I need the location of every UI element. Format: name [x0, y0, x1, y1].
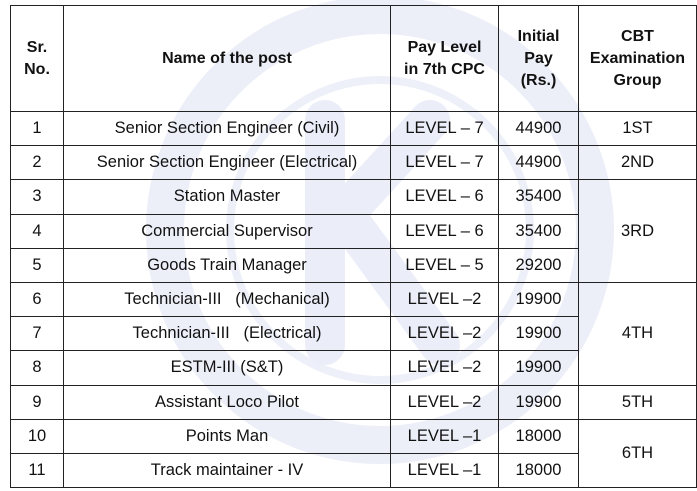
cell-pay-level: LEVEL – 6 [391, 180, 499, 214]
header-sr-no: Sr. No. [11, 6, 64, 112]
cell-post-name: Technician-III (Mechanical) [64, 282, 391, 316]
cell-cbt-group: 3RD [579, 180, 697, 283]
cell-initial-pay: 19900 [499, 317, 579, 351]
cell-post-name: Senior Section Engineer (Civil) [64, 112, 391, 146]
table-row [11, 282, 697, 316]
cell-post-name: Station Master [64, 180, 391, 214]
cell-pay-level: LEVEL –1 [391, 419, 499, 453]
cell-pay-level: LEVEL – 7 [391, 146, 499, 180]
cell-pay-level: LEVEL –2 [391, 317, 499, 351]
table-header-row [11, 6, 697, 112]
cell-initial-pay: 44900 [499, 112, 579, 146]
header-post-name: Name of the post [64, 6, 391, 112]
cell-sr: 3 [11, 180, 64, 214]
cell-initial-pay: 18000 [499, 453, 579, 487]
cell-sr: 4 [11, 214, 64, 248]
cell-initial-pay: 19900 [499, 282, 579, 316]
cell-pay-level: LEVEL –2 [391, 282, 499, 316]
cell-pay-level: LEVEL –2 [391, 385, 499, 419]
cell-pay-level: LEVEL –2 [391, 351, 499, 385]
cell-initial-pay: 29200 [499, 248, 579, 282]
posts-table [10, 5, 697, 488]
cell-initial-pay: 19900 [499, 385, 579, 419]
cell-post-name: Commercial Supervisor [64, 214, 391, 248]
cell-initial-pay: 35400 [499, 214, 579, 248]
cell-pay-level: LEVEL – 7 [391, 112, 499, 146]
cell-cbt-group: 6TH [579, 419, 697, 487]
cell-sr: 5 [11, 248, 64, 282]
cell-post-name: ESTM-III (S&T) [64, 351, 391, 385]
header-cbt-group: CBT Examination Group [579, 6, 697, 112]
cell-pay-level: LEVEL –1 [391, 453, 499, 487]
cell-sr: 9 [11, 385, 64, 419]
cell-post-name: Assistant Loco Pilot [64, 385, 391, 419]
cell-sr: 6 [11, 282, 64, 316]
cell-pay-level: LEVEL – 5 [391, 248, 499, 282]
table-row [11, 112, 697, 146]
cell-cbt-group: 5TH [579, 385, 697, 419]
cell-sr: 1 [11, 112, 64, 146]
cell-pay-level: LEVEL – 6 [391, 214, 499, 248]
cell-initial-pay: 18000 [499, 419, 579, 453]
cell-sr: 8 [11, 351, 64, 385]
table-row [11, 385, 697, 419]
cell-initial-pay: 19900 [499, 351, 579, 385]
table-row [11, 146, 697, 180]
cell-cbt-group: 4TH [579, 282, 697, 385]
cell-initial-pay: 35400 [499, 180, 579, 214]
cell-post-name: Goods Train Manager [64, 248, 391, 282]
cell-post-name: Technician-III (Electrical) [64, 317, 391, 351]
cell-cbt-group: 2ND [579, 146, 697, 180]
cell-sr: 2 [11, 146, 64, 180]
cell-cbt-group: 1ST [579, 112, 697, 146]
header-initial-pay: Initial Pay (Rs.) [499, 6, 579, 112]
table-row [11, 180, 697, 214]
cell-sr: 10 [11, 419, 64, 453]
cell-post-name: Points Man [64, 419, 391, 453]
cell-post-name: Track maintainer - IV [64, 453, 391, 487]
cell-post-name: Senior Section Engineer (Electrical) [64, 146, 391, 180]
cell-sr: 7 [11, 317, 64, 351]
cell-sr: 11 [11, 453, 64, 487]
table-row [11, 419, 697, 453]
header-pay-level: Pay Level in 7th CPC [391, 6, 499, 112]
cell-initial-pay: 44900 [499, 146, 579, 180]
